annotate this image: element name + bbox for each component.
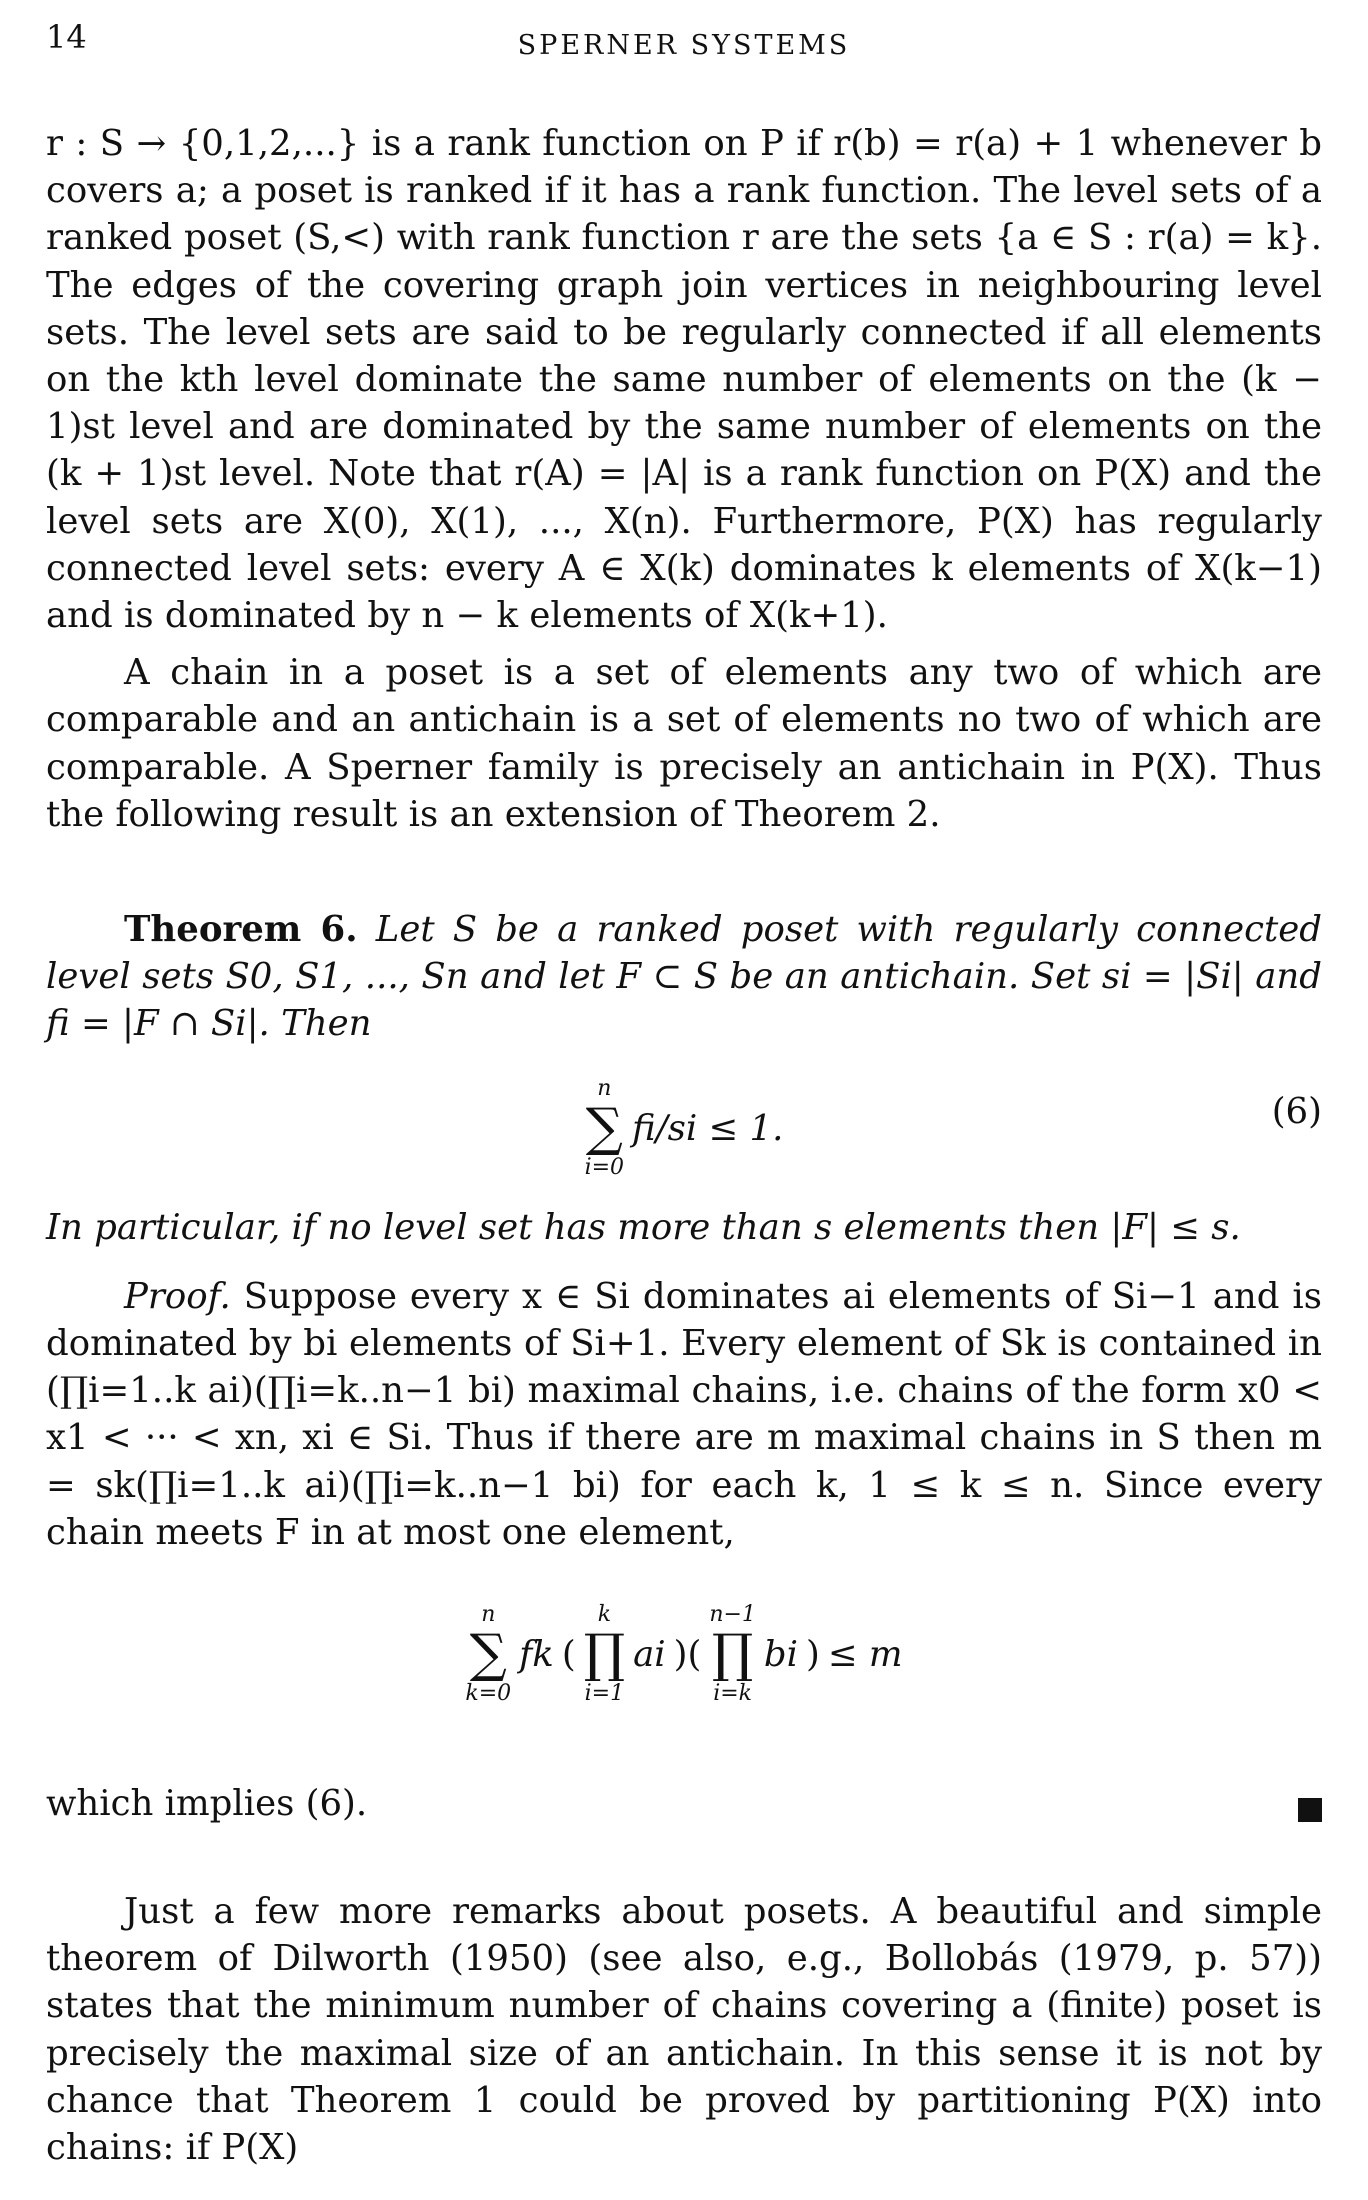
- product-a: k ∏ i=1: [583, 1602, 626, 1707]
- product-a-upper: k: [597, 1602, 612, 1628]
- proof-paragraph: [46, 1273, 1322, 1556]
- product-a-lower: i=1: [584, 1681, 625, 1707]
- sum-operator: [584, 1075, 625, 1180]
- proof-label: Proof.: [124, 1275, 231, 1317]
- equation-number: (6): [1271, 1090, 1322, 1132]
- theorem-label: Theorem 6.: [124, 909, 358, 951]
- equation-6-expression: [584, 1075, 784, 1180]
- product-b: n−1 ∏ i=k: [709, 1602, 756, 1707]
- sum-lower-limit: i=0: [584, 1154, 625, 1180]
- theorem-corollary: In particular, if no level set has more than s elements then |F| ≤ s.: [46, 1206, 1241, 1248]
- sum-over-k: n ∑ k=0: [465, 1602, 512, 1707]
- equation-6-body: fi/si ≤ 1.: [632, 1107, 784, 1149]
- qed-square-icon: [1298, 1798, 1322, 1822]
- proof-text: Suppose every x ∈ Si dominates ai elements of Si−1 and is dominated by bi elements of Si+1. Every element of Sk is contained in (∏i=1..k ai)(∏i=k..n−1 bi) maximal chains, i.e. chains of the form x0 < x1 < ··· < xn, xi ∈ Si. Thus if there are m maximal chains in S then m = sk(∏i=1..k ai)(∏i=k..n−1 bi) for each k, 1 ≤ k ≤ n. Since every chain meets F in at most one element,: [46, 1275, 1322, 1553]
- proof-equation: [46, 1586, 1322, 1766]
- theorem-statement: Let S be a ranked poset with regularly connected level sets S0, S1, ..., Sn and let F ⊂ S be an antichain. Set si = |Si| and fi = |F ∩ Si|. Then: [46, 909, 1322, 1045]
- rank-function-paragraph: r : S → {0,1,2,...} is a rank function on P if r(b) = r(a) + 1 whenever b covers a; a poset is ranked if it has a rank function. The level sets of a ranked poset (S,<) with rank function r are the sets {a ∈ S : r(a) = k}. The edges of the covering graph join vertices in neighbouring level sets. The level sets are said to be regularly connected if all elements on the kth level dominate the same number of elements on the (k − 1)st level and are dominated by the same number of elements on the (k + 1)st level. Note that r(A) = |A| is a rank function on P(X) and the level sets are X(0), X(1), ..., X(n). Furthermore, P(X) has regularly connected level sets: every A ∈ X(k) dominates k elements of X(k−1) and is dominated by n − k elements of X(k+1).: [46, 123, 1322, 637]
- term-fk: fk: [519, 1634, 554, 1676]
- proof-equation-expression: n ∑ k=0 fk ( k ∏ i=1 ai )( n−1 ∏ i=k bi ) ≤ m: [465, 1602, 903, 1707]
- sum-k-lower: k=0: [465, 1681, 512, 1707]
- page-number: 14: [46, 18, 87, 56]
- page-body: [46, 120, 1322, 2171]
- term-bi: bi: [763, 1634, 799, 1676]
- sum-upper-limit: n: [597, 1075, 612, 1101]
- term-ai: ai: [633, 1634, 666, 1676]
- theorem-6: [46, 906, 1322, 1048]
- proof-conclusion-row: [46, 1780, 1322, 1840]
- dilworth-paragraph: Just a few more remarks about posets. A beautiful and simple theorem of Dilworth (1950) (see also, e.g., Bollobás (1979, p. 57)) states that the minimum number of chains covering a (finite) poset is precisely the maximal size of an antichain. In this sense it is not by chance that Theorem 1 could be proved by partitioning P(X) into chains: if P(X): [46, 1891, 1322, 2169]
- running-title: SPERNER SYSTEMS: [517, 30, 851, 61]
- sum-k-upper: n: [481, 1602, 496, 1628]
- proof-conclusion: which implies (6).: [46, 1783, 368, 1825]
- product-b-upper: n−1: [709, 1602, 756, 1628]
- product-b-lower: i=k: [713, 1681, 753, 1707]
- equation-6: [46, 1060, 1322, 1190]
- antichain-paragraph: A chain in a poset is a set of elements any two of which are comparable and an antichain is a set of elements no two of which are comparable. A Sperner family is precisely an antichain in P(X). Thus the following result is an extension of Theorem 2.: [46, 652, 1322, 835]
- equation-rhs: ≤ m: [827, 1634, 903, 1676]
- sum-symbol: ∑: [585, 1097, 623, 1158]
